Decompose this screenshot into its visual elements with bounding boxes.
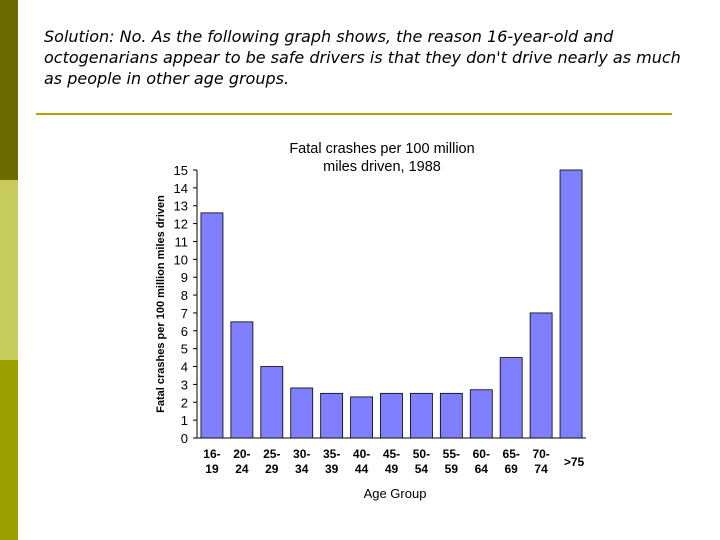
bars — [201, 170, 582, 438]
y-axis-label: Fatal crashes per 100 million miles driven — [155, 195, 167, 413]
y-tick-label: 14 — [173, 180, 188, 196]
bar — [261, 367, 283, 438]
x-tick-label: 40- — [352, 447, 371, 461]
y-tick-label: 12 — [173, 216, 188, 232]
y-tick-label: 15 — [173, 163, 188, 178]
y-axis-label-group — [155, 195, 167, 413]
x-tick-label: 60- — [472, 447, 490, 461]
bar — [500, 358, 522, 438]
x-tick-label: 29 — [265, 462, 279, 476]
x-tick-label: 54 — [414, 462, 429, 476]
bar — [410, 393, 432, 438]
y-tick-label: 6 — [180, 323, 188, 339]
x-tick-label: 34 — [295, 462, 309, 476]
x-tick-label: 35- — [322, 447, 341, 461]
x-tick-label: 19 — [205, 462, 219, 476]
bar — [560, 170, 582, 438]
x-tick-label: 24 — [235, 462, 249, 476]
x-tick-label: 50- — [412, 447, 431, 461]
bar — [470, 390, 492, 438]
y-tick-label: 2 — [180, 395, 188, 411]
y-tick-label: 5 — [180, 341, 188, 357]
x-tick-label: 69 — [504, 462, 518, 476]
x-tick-label: 45- — [382, 447, 401, 461]
x-tick-label: 20- — [233, 447, 251, 461]
y-tick-label: 13 — [173, 198, 188, 214]
chart-title — [289, 141, 474, 175]
bar — [381, 393, 403, 438]
x-tick-label: 49 — [384, 462, 399, 476]
y-tick-label: 11 — [174, 234, 188, 250]
bar — [530, 313, 552, 438]
slide-caption: Solution: No. As the following graph shows, the reason 16-year-old and octogenarians appear to be safe drivers is that they don't drive nearly as much as people in other age groups. — [44, 27, 681, 88]
bar — [201, 213, 223, 438]
bar — [231, 322, 253, 438]
x-tick-label: 55- — [442, 447, 461, 461]
x-tick-label: 64 — [474, 462, 488, 476]
bar — [351, 397, 373, 438]
x-tick-label: 65- — [502, 447, 520, 461]
y-tick-label: 3 — [180, 377, 188, 393]
x-tick-label: 39 — [324, 462, 339, 476]
x-tick-label: >75 — [563, 455, 585, 469]
x-tick-label: 59 — [444, 462, 459, 476]
x-tick-label: 44 — [354, 462, 369, 476]
chart-title-line: Fatal crashes per 100 million — [289, 141, 475, 157]
x-tick-label: 16- — [203, 447, 221, 461]
y-tick-label: 8 — [180, 288, 188, 304]
y-tick-label: 4 — [180, 359, 188, 375]
x-tick-label: 70- — [532, 447, 550, 461]
y-tick-label: 0 — [180, 431, 188, 446]
y-axis-ticks — [174, 163, 197, 446]
y-tick-label: 9 — [180, 270, 188, 286]
x-tick-label: 74 — [534, 462, 548, 476]
y-tick-label: 1 — [180, 413, 188, 429]
y-tick-label: 10 — [173, 252, 188, 268]
x-axis-label-group — [364, 486, 427, 501]
bar — [321, 393, 343, 438]
x-tick-label: 25- — [263, 447, 281, 461]
bar — [291, 388, 313, 438]
x-tick-label: 30- — [293, 447, 311, 461]
x-axis-ticks — [203, 447, 584, 476]
chart-title-line: miles driven, 1988 — [323, 159, 441, 175]
bar — [440, 393, 462, 438]
y-tick-label: 7 — [180, 305, 188, 321]
x-axis-label: Age Group — [363, 486, 427, 501]
